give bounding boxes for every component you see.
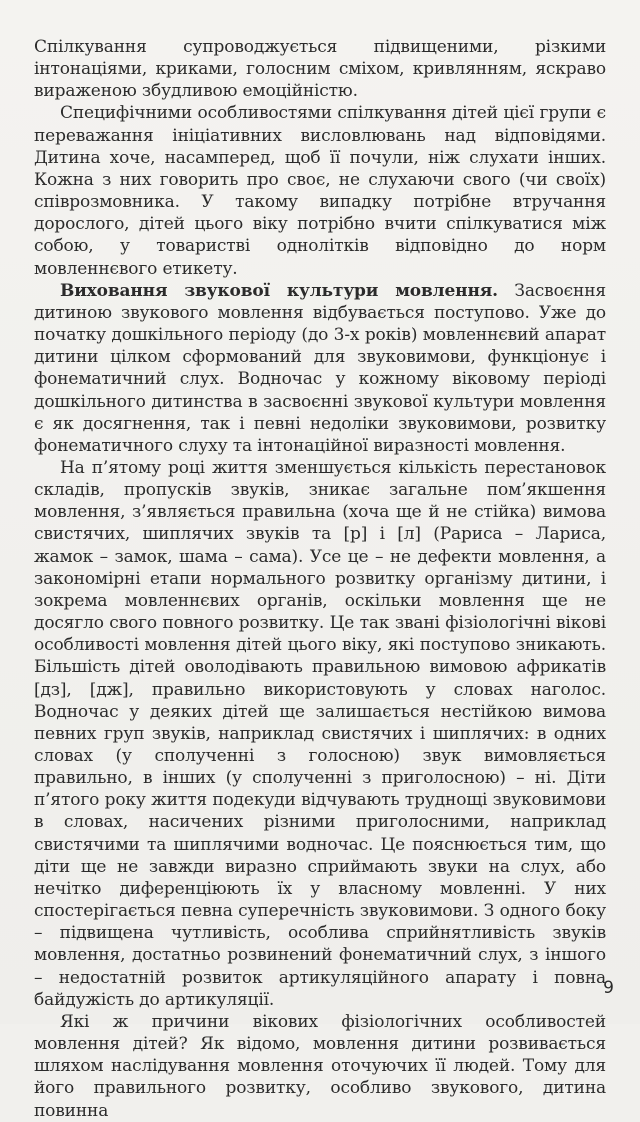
paragraph: Спілкування супроводжується підвищеними, різкими інтонаціями, криками, голосним сміхом, кривлянням, яскраво вираженою збудливою емоційністю. [34,37,606,102]
paragraph-with-heading [34,280,606,457]
paragraph: На п’ятому році життя зменшується кількість перестановок складів, пропусків звуків, зникає загальне пом’якшення мовлення, з’являється правильна (хоча ще й не стійка) вимова свистячих, шиплячих звуків та [р] і [л] (Рариса – Лариса, жамок – замок, шама – сама). Усе це – не дефекти мовлення, а закономірні етапи нормального розвитку організму дитини, і зокрема мовленнєвих органів, оскільки мовлення ще не досягло свого повного розвитку. Це так звані фізіологічні вікові особливості мовлення дітей цього віку, які поступово зникають. Більшість дітей оволодівають правильною вимовою африкатів [дз], [дж], правильно використовують у словах наголос. Водночас у деяких дітей ще залишається нестійкою вимова певних груп звуків, наприклад свистячих і шиплячих: в одних словах (у сполученні з голосною) звук вимовляється правильно, в інших (у сполученні з приголосною) – ні. Діти п’ятого року життя подекуди відчувають труднощі звуковимови в словах, насичених різними приголосними, наприклад свистячими та шиплячими водночас. Це пояснюється тим, що діти ще не завжди виразно сприймають звуки на слух, або нечітко диференціюють їх у власному мовленні. У них спостерігається певна суперечність звуковимови. З одного боку – підвищена чутливість, особлива сприйнятливість звуків мовлення, достатньо розвинений фонематичний слух, з іншого – недостатній розвиток артикуляційного апарату і повна байдужість до артикуляції. [34,457,606,1010]
body-text [34,36,606,1122]
paragraph: Які ж причини вікових фізіологічних особливостей мовлення дітей? Як відомо, мовлення дитини розвивається шляхом наслідування мовлення оточуючих її людей. Тому для його правильного розвитку, особливо звукового, дитина повинна [34,1011,606,1121]
page-number: 9 [603,978,614,998]
paragraph: Специфічними особливостями спілкування дітей цієї групи є переважання ініціативних висловлювань над відповідями. Дитина хоче, насамперед, щоб її почули, ніж слухати інших. Кожна з них говорить про своє, не слухаючи свого (чи своїх) співрозмовника. У такому випадку потрібне втручання дорослого, дітей цього віку потрібно вчити спілкуватися між собою, у товаристві однолітків відповідно до норм мовленнєвого етикету. [34,103,606,279]
paragraph-text: Засвоєння дитиною звукового мовлення відбувається поступово. Уже до початку дошкільного періоду (до 3-х років) мовленнєвий апарат дитини цілком сформований для звуковимови, функціонує і фонематичний слух. Водночас у кожному віковому періоді дошкільного дитинства в засвоєнні звукової культури мовлення є як досягнення, так і певні недоліки звуковимови, розвитку фонематичного слуху та інтонаційної виразності мовлення. [34,280,606,456]
section-heading: Виховання звукової культури мовлення. [60,280,498,301]
